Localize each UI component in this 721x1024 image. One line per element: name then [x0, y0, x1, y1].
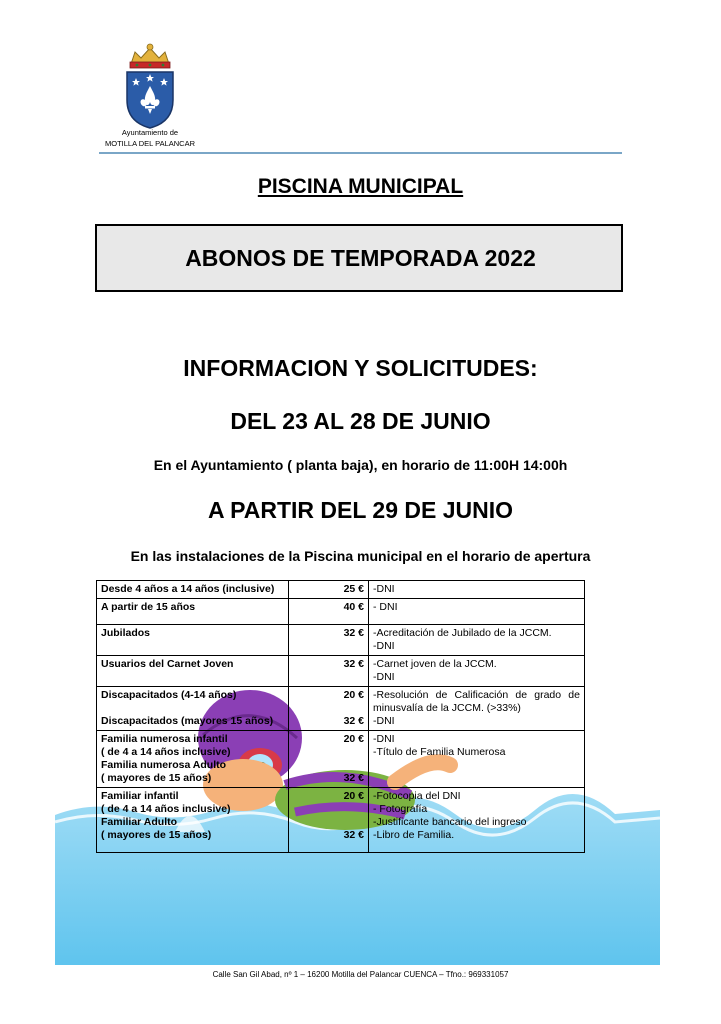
info-heading: INFORMACION Y SOLICITUDES: — [183, 355, 538, 381]
period1-detail: En el Ayuntamiento ( planta baja), en horario de 11:00H 14:00h — [153, 457, 568, 473]
row-description: Desde 4 años a 14 años (inclusive) — [97, 581, 289, 599]
table-row — [97, 625, 585, 656]
row-requirements: -Acreditación de Jubilado de la JCCM. -DNI — [369, 625, 585, 656]
row-requirements: -DNI -Título de Familia Numerosa — [369, 731, 585, 788]
coat-of-arms-logo — [119, 42, 181, 132]
table-row — [97, 687, 585, 731]
table-row — [97, 581, 585, 599]
table-row — [97, 656, 585, 687]
row-price: 25 € — [289, 581, 369, 599]
row-requirements: -Resolución de Calificación de grado de minusvalía de la JCCM. (>33%) -DNI — [369, 687, 585, 731]
row-description: A partir de 15 años — [97, 599, 289, 625]
org-name-line2: MOTILLA DEL PALANCAR — [104, 139, 196, 148]
row-requirements: - DNI — [369, 599, 585, 625]
table-row — [97, 599, 585, 625]
row-requirements: -Carnet joven de la JCCM. -DNI — [369, 656, 585, 687]
header-divider — [99, 152, 622, 154]
row-price: 32 € — [289, 656, 369, 687]
page-title: PISCINA MUNICIPAL — [257, 175, 464, 198]
row-price: 20 € 32 € — [289, 731, 369, 788]
row-description: Familia numerosa infantil ( de 4 a 14 años inclusive) Familia numerosa Adulto ( mayores de 15 años) — [97, 731, 289, 788]
org-name-line1: Ayuntamiento de — [121, 128, 179, 137]
period2-dates: A PARTIR DEL 29 DE JUNIO — [207, 497, 514, 523]
table-row — [97, 788, 585, 853]
price-table — [96, 580, 585, 853]
row-description: Discapacitados (4-14 años) Discapacitados (mayores 15 años) — [97, 687, 289, 731]
row-price: 32 € — [289, 625, 369, 656]
period2-detail: En las instalaciones de la Piscina municipal en el horario de apertura — [130, 548, 591, 564]
row-price: 20 € 32 € — [289, 687, 369, 731]
row-price: 40 € — [289, 599, 369, 625]
row-requirements: -Fotocopia del DNI - Fotografía -Justificante bancario del ingreso -Libro de Familia. — [369, 788, 585, 853]
row-description: Usuarios del Carnet Joven — [97, 656, 289, 687]
footer-address: Calle San Gil Abad, nº 1 – 16200 Motilla del Palancar CUENCA – Tfno.: 969331057 — [212, 970, 509, 979]
period1-dates: DEL 23 AL 28 DE JUNIO — [230, 408, 491, 434]
row-requirements: -DNI — [369, 581, 585, 599]
table-row — [97, 731, 585, 788]
row-description: Familiar infantil ( de 4 a 14 años inclusive) Familiar Adulto ( mayores de 15 años) — [97, 788, 289, 853]
subtitle: ABONOS DE TEMPORADA 2022 — [185, 245, 536, 271]
row-description: Jubilados — [97, 625, 289, 656]
row-price: 20 € 32 € — [289, 788, 369, 853]
